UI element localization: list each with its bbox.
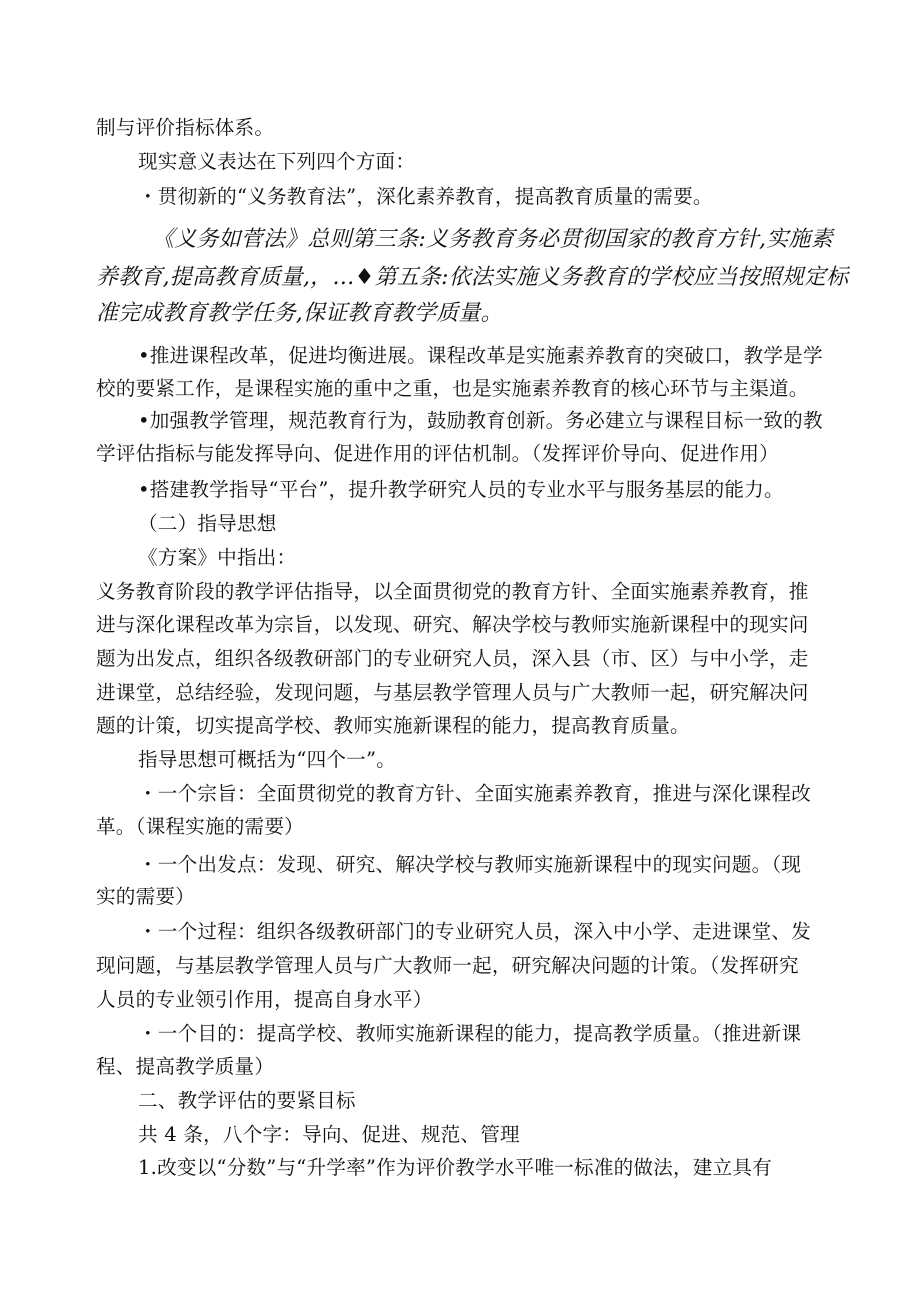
text-line: 《方案》中指出： — [138, 546, 297, 569]
quoted-law-text: 养教育,提高教育质量,，…♦第五条:依法实施义务教育的学校应当按照规定标 — [96, 265, 849, 290]
bullet-item: •搭建教学指导“平台”，提升教学研究人员的专业水平与服务基层的能力。 — [138, 478, 784, 501]
text-line: 实的需要） — [96, 885, 195, 908]
bullet-item: ・一个过程：组织各级教研部门的专业研究人员，深入中小学、走进课堂、发 — [138, 920, 811, 943]
text-line: 指导思想可概括为“四个一”。 — [138, 748, 396, 771]
text-line: 义务教育阶段的教学评估指导，以全面贯彻党的教育方针、全面实施素养教育，推 — [96, 580, 809, 603]
bullet-item: ・一个出发点：发现、研究、解决学校与教师实施新课程中的现实问题。（现 — [138, 853, 802, 876]
text-line: 共 4 条，八个字：导向、促进、规范、管理 — [138, 1123, 520, 1146]
text-line: 题的计策，切实提高学校、教师实施新课程的能力，提高教育质量。 — [96, 714, 690, 737]
section-heading: 二、教学评估的要紧目标 — [138, 1089, 356, 1112]
text-line: 现问题，与基层教学管理人员与广大教师一起，研究解决问题的计策。（发挥研究 — [96, 954, 799, 977]
bullet-item: ・一个宗旨：全面贯彻党的教育方针、全面实施素养教育，推进与深化课程改 — [138, 782, 811, 805]
text-line: 进与深化课程改革为宗旨，以发现、研究、解决学校与教师实施新课程中的现实问 — [96, 613, 809, 636]
quoted-law-text: 准完成教育教学任务,保证教育教学质量。 — [96, 301, 503, 326]
text-line: 革。（课程实施的需要） — [96, 815, 304, 838]
text-line: 校的要紧工作，是课程实施的重中之重，也是实施素养教育的核心环节与主渠道。 — [96, 377, 809, 400]
bullet-item: ・一个目的：提高学校、教师实施新课程的能力，提高教学质量。（推进新课 — [138, 1022, 802, 1045]
bullet-item: •推进课程改革，促进均衡进展。课程改革是实施素养教育的突破口，教学是学 — [138, 344, 823, 367]
quoted-law-text: 《义务如菅法》总则第三条:义务教育务必贯彻国家的教育方针,实施素 — [152, 227, 833, 252]
text-line: 人员的专业领引作用，提高自身水平） — [96, 988, 433, 1011]
text-line: 现实意义表达在下列四个方面： — [138, 150, 416, 173]
text-line: 程、提高教学质量） — [96, 1055, 275, 1078]
text-line: 进课堂，总结经验，发现问题，与基层教学管理人员与广大教师一起，研究解决问 — [96, 681, 809, 704]
bullet-item: ・贯彻新的“义务教育法”，深化素养教育，提高教育质量的需要。 — [138, 185, 713, 208]
text-line: 1.改变以“分数”与“升学率”作为评价教学水平唯一标准的做法，建立具有 — [138, 1156, 772, 1179]
text-line: 学评估指标与能发挥导向、促进作用的评估机制。（发挥评价导向、促进作用） — [96, 442, 779, 465]
section-heading: （二）指导思想 — [138, 512, 277, 535]
text-line: 制与评价指标体系。 — [96, 116, 275, 139]
text-line: 题为出发点，组织各级教研部门的专业研究人员，深入县（市、区）与中小学，走 — [96, 647, 809, 670]
bullet-item: •加强教学管理，规范教育行为，鼓励教育创新。务必建立与课程目标一致的教 — [138, 409, 823, 432]
